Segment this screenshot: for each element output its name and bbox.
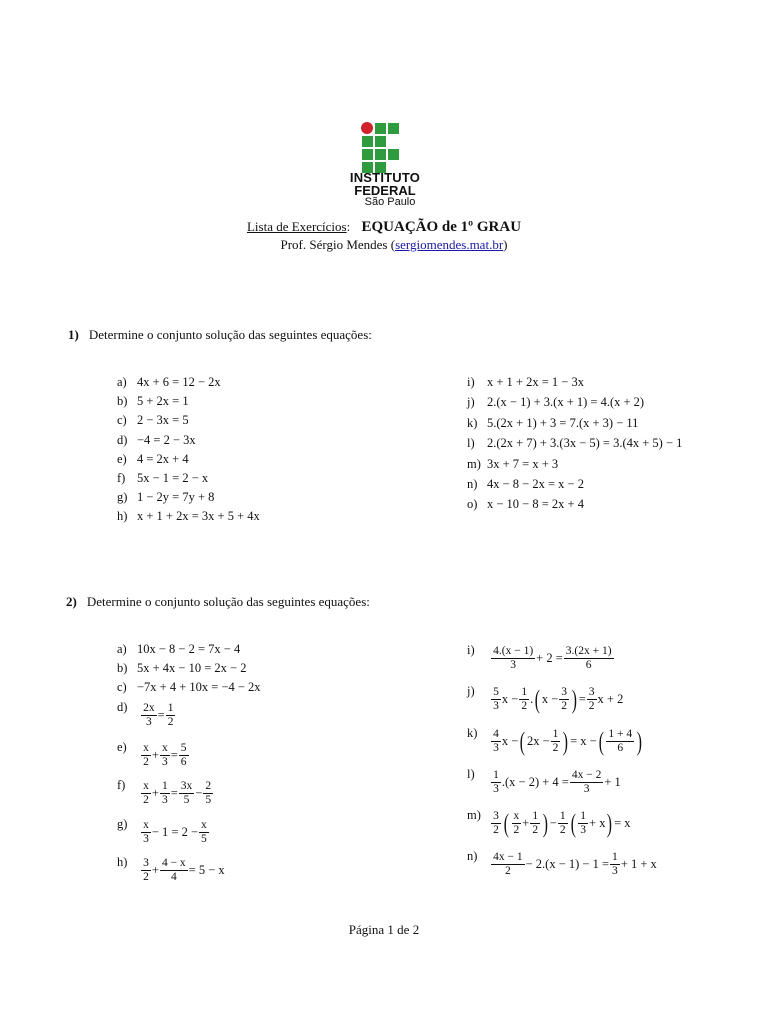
- numerator: 1: [493, 769, 499, 781]
- equation: [490, 686, 623, 713]
- numerator: x: [143, 819, 149, 831]
- equation: x + 1 + 2x = 1 − 3x: [487, 375, 584, 389]
- numerator: x: [143, 742, 149, 754]
- numerator: 1: [521, 686, 528, 698]
- item-label: d): [117, 432, 128, 447]
- equation: 10x − 8 − 2 = 7x − 4: [137, 642, 241, 656]
- fraction: [203, 780, 213, 807]
- question-text: Determine o conjunto solução das seguintes equações:: [86, 594, 370, 609]
- logo-red-dot: [361, 122, 373, 134]
- equation: [140, 702, 176, 729]
- fraction: [491, 810, 501, 837]
- equation: 5.(2x + 1) + 3 = 7.(x + 3) − 11: [487, 415, 639, 430]
- equation-item: [467, 436, 682, 451]
- equation: x − 10 − 8 = 2x + 4: [487, 497, 584, 512]
- logo-square: [388, 149, 399, 160]
- equation: 2.(x − 1) + 3.(x + 1) = 4.(x + 2): [487, 395, 645, 410]
- equation: −7x + 4 + 10x = −4 − 2x: [137, 680, 261, 694]
- numerator: 1: [167, 702, 174, 714]
- denominator: 2: [143, 794, 149, 806]
- fraction: [160, 857, 188, 884]
- denominator: 2: [521, 700, 528, 712]
- equation: 2 − 3x = 5: [137, 413, 189, 428]
- fraction: [166, 702, 176, 729]
- equation: 4x + 6 = 12 − 2x: [137, 375, 221, 389]
- q2-item-n: [467, 849, 657, 878]
- numerator: 3x: [180, 780, 193, 792]
- fraction: [530, 810, 540, 837]
- professor-name: Prof. Sérgio Mendes (: [280, 237, 396, 252]
- denominator: 3: [161, 794, 168, 806]
- item-label: j): [467, 684, 475, 698]
- equation-item: [467, 457, 558, 472]
- fraction: [587, 686, 597, 713]
- logo-square: [362, 149, 373, 160]
- item-label: l): [467, 767, 475, 781]
- item-label: l): [467, 436, 475, 451]
- equation: −4 = 2 − 3x: [137, 432, 196, 447]
- logo-square: [375, 136, 386, 147]
- right-paren: ): [563, 726, 569, 756]
- q2-item-b: [117, 661, 246, 676]
- equation: [490, 728, 644, 755]
- denominator: 2: [588, 700, 595, 712]
- equation: 5x − 1 = 2 − x: [137, 471, 209, 485]
- q2-item-c: [117, 680, 261, 695]
- fraction: [491, 686, 501, 713]
- operator: +: [151, 786, 159, 800]
- q2-item-h: [117, 855, 225, 884]
- numerator: 2: [205, 780, 212, 792]
- operator: − 1: [151, 825, 169, 839]
- item-label: k): [467, 726, 478, 740]
- item-label: m): [467, 456, 481, 471]
- equation: 2.(2x + 7) + 3.(3x − 5) = 3.(4x + 5) − 1: [487, 436, 683, 451]
- numerator: x: [143, 780, 149, 792]
- equation-item: [117, 452, 189, 467]
- denominator: 5: [201, 833, 207, 845]
- right-paren: ): [636, 726, 643, 756]
- item-label: e): [117, 740, 127, 754]
- item-label: b): [117, 394, 128, 409]
- logo-square: [375, 123, 386, 134]
- equation-item: [467, 416, 638, 431]
- numerator: 3: [588, 686, 595, 698]
- logo-square: [375, 149, 386, 160]
- numerator: 3.(2x + 1): [565, 645, 612, 657]
- item-label: f): [117, 471, 126, 485]
- item-label: c): [117, 680, 127, 694]
- list-colon: :: [346, 219, 351, 234]
- left-paren: (: [570, 808, 576, 838]
- item-label: j): [467, 395, 475, 410]
- equation-item: [117, 413, 189, 428]
- q2-item-j: [467, 684, 623, 713]
- numerator: 2x: [143, 702, 155, 714]
- item-label: h): [117, 855, 128, 869]
- denominator: 5: [205, 794, 212, 806]
- fraction: [141, 819, 151, 846]
- operator: =: [170, 786, 178, 800]
- fraction: [559, 686, 569, 713]
- item-label: e): [117, 451, 127, 466]
- q2-item-e: [117, 740, 190, 769]
- denominator: 3: [143, 833, 149, 845]
- denominator: 3: [583, 783, 590, 795]
- operator: = 5 − x: [188, 863, 225, 877]
- item-label: m): [467, 808, 481, 822]
- equation: 4 = 2x + 4: [137, 451, 189, 466]
- right-paren: ): [542, 808, 549, 838]
- denominator: 2: [167, 716, 174, 728]
- operator: +: [151, 748, 159, 762]
- fraction: [491, 728, 501, 755]
- numerator: 4 − x: [161, 857, 186, 869]
- denominator: 6: [617, 742, 624, 754]
- equation-item: [117, 433, 196, 448]
- equation-item: [117, 471, 208, 486]
- question-1: [68, 327, 372, 343]
- equation-item: [467, 375, 584, 390]
- denominator: 2: [559, 824, 566, 836]
- fraction: [141, 857, 151, 884]
- fraction: [491, 645, 535, 672]
- question-2: [66, 594, 370, 610]
- operator: .: [530, 692, 534, 706]
- numerator: 5: [180, 742, 187, 754]
- denominator: 3: [493, 700, 499, 712]
- numerator: 1 + 4: [608, 728, 633, 740]
- right-paren: ): [607, 808, 613, 838]
- page-number: Página 1 de 2: [348, 922, 420, 937]
- document-header: [0, 219, 768, 236]
- fraction: [558, 810, 568, 837]
- logo-text-federal: FEDERAL: [354, 183, 416, 198]
- fraction: [160, 742, 170, 769]
- left-paren: (: [534, 684, 541, 714]
- fraction: [199, 819, 209, 846]
- fraction: [519, 686, 529, 713]
- denominator: 2: [561, 700, 568, 712]
- fraction: [179, 742, 189, 769]
- fraction: [551, 728, 561, 755]
- fraction: [610, 851, 620, 878]
- logo-square: [388, 123, 399, 134]
- numerator: 3: [493, 810, 499, 822]
- equation-item: [467, 477, 584, 492]
- fraction: [512, 810, 522, 837]
- fraction: [179, 780, 195, 807]
- item-label: a): [117, 642, 127, 656]
- equation: [140, 857, 225, 884]
- denominator: 3: [612, 865, 618, 877]
- numerator: x: [201, 819, 207, 831]
- item-label: o): [467, 497, 478, 512]
- numerator: x: [513, 810, 520, 822]
- operator: =: [170, 748, 178, 762]
- item-label: h): [117, 509, 128, 524]
- question-number: 1): [68, 327, 79, 342]
- item-label: d): [117, 700, 128, 714]
- denominator: 2: [505, 865, 511, 877]
- equation: [140, 742, 189, 769]
- q2-item-d: [117, 700, 176, 729]
- term: + 1 + x: [620, 857, 657, 871]
- q2-item-a: [117, 642, 240, 657]
- item-label: g): [117, 490, 128, 505]
- numerator: 1: [552, 728, 559, 740]
- professor-suffix: ): [503, 237, 508, 252]
- numerator: 1: [532, 810, 539, 822]
- operator: = x −: [570, 734, 597, 748]
- left-paren: (: [520, 726, 526, 756]
- professor-line: [0, 237, 768, 253]
- list-label: Lista de Exercícios: [246, 219, 347, 234]
- term: = x: [614, 816, 631, 830]
- fraction: [564, 645, 614, 672]
- logo-text-instituto: INSTITUTO: [349, 170, 421, 185]
- item-label: f): [117, 778, 126, 792]
- denominator: 4: [170, 871, 177, 883]
- operator: + 2 =: [536, 651, 563, 665]
- term: 2x −: [526, 734, 550, 748]
- operator: = 2 −: [171, 825, 199, 839]
- operator: +: [151, 863, 159, 877]
- denominator: 2: [513, 824, 520, 836]
- denominator: 2: [493, 824, 499, 836]
- equation-item: [117, 490, 214, 505]
- item-label: i): [467, 643, 475, 657]
- denominator: 3: [146, 716, 152, 728]
- term: .(x − 2) + 4 =: [501, 775, 569, 789]
- operator: x −: [501, 692, 519, 706]
- operator: +: [522, 816, 530, 830]
- q2-item-g: [117, 817, 210, 846]
- denominator: 3: [580, 824, 587, 836]
- term: − 2.(x − 1) − 1 =: [525, 857, 610, 871]
- left-paren: (: [598, 726, 604, 756]
- numerator: 4: [493, 728, 499, 740]
- numerator: 1: [161, 780, 168, 792]
- denominator: 3: [510, 659, 517, 671]
- equation: [490, 769, 621, 796]
- equation: 4x − 8 − 2x = x − 2: [487, 477, 584, 491]
- question-number: 2): [66, 594, 77, 609]
- item-label: i): [467, 375, 475, 389]
- denominator: 5: [183, 794, 190, 806]
- denominator: 6: [585, 659, 592, 671]
- q2-item-m: [467, 808, 631, 837]
- denominator: 3: [161, 756, 168, 768]
- denominator: 2: [552, 742, 559, 754]
- equation: 1 − 2y = 7y + 8: [137, 490, 215, 505]
- fraction: [141, 702, 157, 729]
- equation-item: [117, 375, 221, 390]
- logo-square: [362, 136, 373, 147]
- question-text: Determine o conjunto solução das seguintes equações:: [88, 327, 372, 342]
- numerator: 1: [559, 810, 566, 822]
- fraction: [141, 780, 151, 807]
- operator: −: [549, 816, 557, 830]
- denominator: 2: [143, 871, 149, 883]
- operator: x −: [501, 734, 519, 748]
- term: + x: [589, 816, 606, 830]
- fraction: [570, 769, 604, 796]
- item-label: g): [117, 817, 128, 831]
- operator: −: [195, 786, 203, 800]
- equation: x + 1 + 2x = 3x + 5 + 4x: [137, 509, 260, 524]
- equation: [490, 810, 630, 837]
- numerator: x: [161, 742, 168, 754]
- fraction: [606, 728, 634, 755]
- q2-item-k: [467, 726, 644, 755]
- numerator: 5: [493, 686, 499, 698]
- term: x −: [541, 692, 559, 706]
- term: + 1: [604, 775, 621, 789]
- document-title: EQUAÇÃO de 1º GRAU: [361, 219, 522, 235]
- item-label: a): [117, 375, 127, 389]
- left-paren: (: [503, 808, 509, 838]
- right-paren: ): [571, 684, 577, 714]
- item-label: n): [467, 477, 478, 491]
- fraction: [491, 851, 525, 878]
- fraction: [141, 742, 151, 769]
- numerator: 1: [612, 851, 618, 863]
- logo-text-campus: São Paulo: [364, 196, 416, 208]
- equation: [140, 819, 210, 846]
- denominator: 3: [493, 783, 499, 795]
- q2-item-f: [117, 778, 214, 807]
- numerator: 4x − 2: [571, 769, 602, 781]
- denominator: 2: [532, 824, 539, 836]
- fraction: [578, 810, 588, 837]
- item-label: c): [117, 413, 127, 428]
- numerator: 1: [580, 810, 587, 822]
- website-link[interactable]: sergiomendes.mat.br: [395, 237, 504, 252]
- denominator: 2: [143, 756, 149, 768]
- equation-item: [117, 509, 260, 524]
- denominator: 3: [493, 742, 499, 754]
- equation: 3x + 7 = x + 3: [487, 456, 559, 471]
- q2-item-l: [467, 767, 621, 796]
- equation-item: [467, 395, 644, 410]
- equation: 5x + 4x − 10 = 2x − 2: [137, 661, 247, 675]
- fraction: [160, 780, 170, 807]
- item-label: n): [467, 849, 478, 863]
- fraction: [491, 769, 501, 796]
- numerator: 4.(x − 1): [493, 645, 534, 657]
- equation-item: [467, 497, 584, 512]
- denominator: 6: [180, 756, 187, 768]
- operator: =: [578, 692, 586, 706]
- item-label: k): [467, 415, 478, 430]
- term: x + 2: [597, 692, 624, 706]
- numerator: 4x − 1: [493, 851, 523, 863]
- item-label: b): [117, 661, 128, 675]
- equation: [140, 780, 214, 807]
- numerator: 3: [143, 857, 149, 869]
- equation: [490, 851, 657, 878]
- operator: =: [157, 708, 165, 722]
- equation-item: [117, 394, 189, 409]
- q2-item-i: [467, 643, 615, 672]
- equation: 5 + 2x = 1: [137, 394, 189, 409]
- equation: [490, 645, 614, 672]
- numerator: 3: [561, 686, 568, 698]
